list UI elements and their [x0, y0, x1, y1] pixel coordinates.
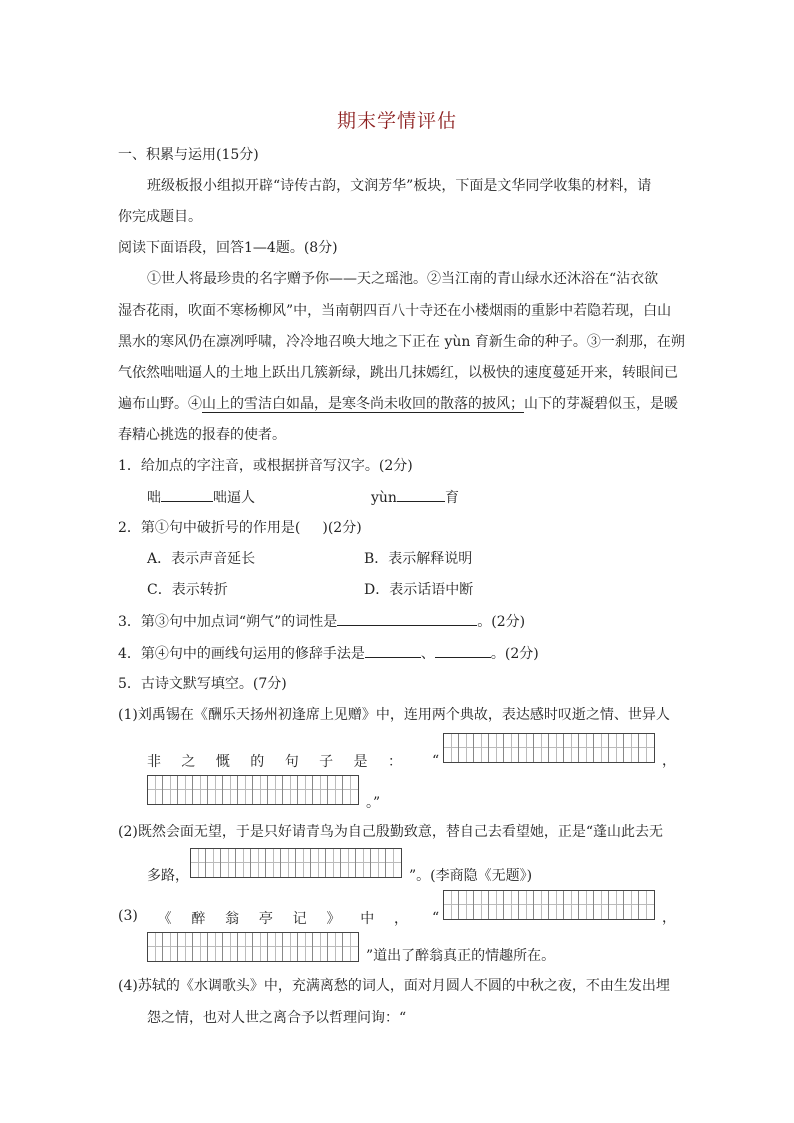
answer-grid-cell[interactable] [549, 891, 564, 919]
q4-blank-2[interactable] [435, 643, 491, 658]
passage-line-2: 湿杏花雨，吹面不寒杨柳风”中，当南朝四百八十寺还在小楼烟雨的重影中若隐若现，白山 [118, 303, 672, 319]
q5-1-char-3: 慨 [215, 754, 230, 770]
q5-4-text-2: 怨之情，也对人世之离合予以哲理问询：“ [147, 1010, 407, 1026]
q5-3-part-5: 亭 [258, 911, 273, 927]
question-3 [118, 611, 525, 632]
answer-grid-cell[interactable] [519, 891, 534, 919]
q1-a-prefix: 咄 [147, 490, 161, 506]
answer-grid-cell[interactable] [148, 933, 163, 961]
answer-grid-cell[interactable] [328, 933, 343, 961]
question-1-answer-row [147, 487, 255, 508]
section-heading: 一、积累与运用(15分) [118, 147, 259, 163]
q1-a-blank[interactable] [161, 487, 213, 502]
question-2 [118, 518, 362, 538]
answer-grid-cell[interactable] [298, 933, 313, 961]
answer-grid-cell[interactable] [459, 891, 474, 919]
q5-3-spread-text [118, 908, 408, 928]
q5-1-char-1: 非 [147, 754, 161, 770]
question-1-answer-row-b [371, 487, 459, 508]
q5-1-char-2: 之 [181, 754, 196, 770]
answer-grid-cell[interactable] [191, 849, 206, 877]
answer-grid-cell[interactable] [594, 891, 609, 919]
answer-grid-cell[interactable] [474, 891, 489, 919]
answer-grid-cell[interactable] [328, 776, 343, 804]
q5-1-text: (1)刘禹锡在《酬乐天扬州初逢席上见赠》中，连用两个典故，表达感时叹逝之情、世异人 [118, 707, 670, 723]
answer-grid-cell[interactable] [208, 933, 223, 961]
q2-suffix: )(2分) [322, 520, 362, 536]
answer-grid-cell[interactable] [268, 776, 283, 804]
q4-blank-1[interactable] [365, 643, 421, 658]
q1-a-suffix: 咄逼人 [213, 490, 255, 506]
answer-grid-cell[interactable] [549, 734, 564, 762]
q4-prefix: 4．第④句中的画线句运用的修辞手法是 [118, 646, 365, 662]
answer-grid-cell[interactable] [283, 776, 298, 804]
answer-grid-cell[interactable] [253, 776, 268, 804]
answer-grid-cell[interactable] [266, 849, 281, 877]
answer-grid-cell[interactable] [609, 891, 624, 919]
q5-1-char-6: 子 [319, 754, 334, 770]
underlined-sentence: 山上的雪洁白如晶，是寒冬尚未收回的散落的披风； [202, 396, 524, 412]
answer-grid-cell[interactable] [313, 933, 328, 961]
answer-grid-cell[interactable] [624, 734, 639, 762]
q5-3-part-6: 记 [292, 911, 307, 927]
q5-3-part-9: ， [393, 911, 408, 927]
answer-grid-cell[interactable] [148, 776, 163, 804]
q5-4-text: (4)苏轼的《水调歌头》中，充满离愁的词人，面对月圆人不圆的中秋之夜，不由生发出埋 [118, 978, 670, 994]
answer-grid-cell[interactable] [268, 933, 283, 961]
answer-grid-cell[interactable] [163, 776, 178, 804]
answer-grid-cell[interactable] [371, 849, 386, 877]
q5-3-part-3: 醉 [191, 911, 206, 927]
answer-grid-cell[interactable] [313, 776, 328, 804]
answer-grid-cell[interactable] [564, 891, 579, 919]
intro-line-1: 班级板报小组拟开辟“诗传古韵，文润芳华”板块，下面是文华同学收集的材料，请 [147, 178, 652, 194]
answer-grid-cell[interactable] [296, 849, 311, 877]
answer-grid-cell[interactable] [609, 734, 624, 762]
passage-line-5-end: 山下的芽凝碧似玉，是暖 [524, 396, 678, 412]
passage-line-1: ①世人将最珍贵的名字赠予你——天之瑶池。②当江南的青山绿水还沐浴在“沾衣欲 [147, 271, 659, 287]
q5-1-answer-grid-1[interactable] [443, 733, 655, 763]
answer-grid-cell[interactable] [311, 849, 326, 877]
q3-prefix: 3．第③句中加点词“朔气”的词性是 [118, 614, 338, 630]
q5-2-answer-grid[interactable] [190, 848, 402, 878]
answer-grid-cell[interactable] [238, 933, 253, 961]
answer-grid-cell[interactable] [489, 891, 504, 919]
intro-line-2: 你完成题目。 [118, 209, 202, 225]
q5-1-end: 。” [366, 795, 381, 811]
q2-prefix: 2．第①句中破折号的作用是( [118, 520, 301, 536]
answer-grid-cell[interactable] [193, 933, 208, 961]
answer-grid-cell[interactable] [251, 849, 266, 877]
q5-3-part-1: (3) [118, 908, 138, 924]
q5-1-char-8: ： [387, 754, 402, 770]
answer-grid-cell[interactable] [326, 849, 341, 877]
answer-grid-cell[interactable] [343, 776, 358, 804]
answer-grid-cell[interactable] [579, 891, 594, 919]
q5-3-comma: ， [662, 910, 676, 926]
answer-grid-cell[interactable] [459, 734, 474, 762]
answer-grid-cell[interactable] [639, 734, 654, 762]
answer-grid-cell[interactable] [444, 891, 459, 919]
q2-option-d: D．表示话语中断 [364, 582, 474, 598]
answer-grid-cell[interactable] [564, 734, 579, 762]
answer-grid-cell[interactable] [163, 933, 178, 961]
answer-grid-cell[interactable] [178, 776, 193, 804]
reading-prompt: 阅读下面语段，回答1—4题。(8分) [118, 240, 338, 256]
answer-grid-cell[interactable] [178, 933, 193, 961]
q5-1-char-7: 是 [353, 754, 368, 770]
answer-grid-cell[interactable] [474, 734, 489, 762]
q5-2-text: (2)既然会面无望，于是只好请青鸟为自己殷勤致意，替自己去看望她，正是“蓬山此去无 [118, 824, 663, 840]
answer-grid-cell[interactable] [624, 891, 639, 919]
answer-grid-cell[interactable] [208, 776, 223, 804]
answer-grid-cell[interactable] [206, 849, 221, 877]
q1-b-prefix: yùn [371, 490, 397, 506]
q2-option-a: A．表示声音延长 [147, 551, 256, 567]
q1-b-blank[interactable] [397, 487, 445, 502]
answer-grid-cell[interactable] [489, 734, 504, 762]
q5-3-part-7: 》 [326, 911, 341, 927]
answer-grid-cell[interactable] [504, 734, 519, 762]
answer-grid-cell[interactable] [386, 849, 401, 877]
q2-option-b: B．表示解释说明 [364, 551, 473, 567]
passage-line-3: 黑水的寒风仍在凛冽呼啸，冷冷地召唤大地之下正在 yùn 育新生命的种子。③一刹那，在朔 [118, 334, 685, 350]
q5-3-answer-grid-1[interactable] [443, 890, 655, 920]
answer-grid-cell[interactable] [579, 734, 594, 762]
answer-grid-cell[interactable] [534, 734, 549, 762]
answer-grid-cell[interactable] [594, 734, 609, 762]
answer-grid-cell[interactable] [193, 776, 208, 804]
answer-grid-cell[interactable] [223, 776, 238, 804]
answer-grid-cell[interactable] [341, 849, 356, 877]
q5-3-part-2: 《 [157, 911, 172, 927]
q4-separator: 、 [420, 646, 435, 662]
answer-grid-cell[interactable] [298, 776, 313, 804]
question-1: 1．给加点的字注音，或根据拼音写汉字。(2分) [118, 458, 413, 474]
passage-line-6: 春精心挑选的报春的使者。 [118, 427, 286, 443]
q2-option-c: C．表示转折 [147, 582, 228, 598]
question-4 [118, 643, 539, 664]
answer-grid-cell[interactable] [639, 891, 654, 919]
q5-1-answer-grid-2[interactable] [147, 775, 359, 805]
answer-grid-cell[interactable] [223, 933, 238, 961]
passage-line-5-start: 遍布山野。④ [118, 396, 202, 412]
answer-grid-cell[interactable] [504, 891, 519, 919]
q5-2-suffix: ”。(李商隐《无题》) [409, 868, 533, 884]
passage-line-5 [118, 394, 678, 414]
answer-grid-cell[interactable] [534, 891, 549, 919]
passage-line-4: 气依然咄咄逼人的土地上跃出几簇新绿，跳出几抹嫣红，以极快的速度蔓延开来，转眼间已 [118, 365, 678, 381]
q4-suffix: 。(2分) [490, 646, 539, 662]
q5-1-spread-text [147, 751, 402, 771]
q5-1-char-4: 的 [250, 754, 265, 770]
answer-grid-cell[interactable] [283, 933, 298, 961]
answer-grid-cell[interactable] [281, 849, 296, 877]
q1-b-suffix: 育 [444, 490, 459, 506]
q5-1-char-5: 句 [284, 754, 299, 770]
answer-grid-cell[interactable] [236, 849, 251, 877]
q5-2-prefix: 多路， [147, 868, 189, 884]
q3-suffix: 。(2分) [477, 614, 526, 630]
page-title: 期末学情评估 [336, 110, 457, 132]
answer-grid-cell[interactable] [253, 933, 268, 961]
answer-grid-cell[interactable] [221, 849, 236, 877]
answer-grid-cell[interactable] [356, 849, 371, 877]
q5-1-open-quote: “ [432, 753, 440, 769]
q5-3-part-4: 翁 [225, 911, 240, 927]
q5-1-comma: ， [662, 753, 676, 769]
q5-3-end: ”道出了醉翁真正的情趣所在。 [366, 948, 556, 964]
answer-grid-cell[interactable] [343, 933, 358, 961]
answer-grid-cell[interactable] [238, 776, 253, 804]
answer-grid-cell[interactable] [519, 734, 534, 762]
question-5: 5．古诗文默写填空。(7分) [118, 676, 287, 692]
q5-3-answer-grid-2[interactable] [147, 932, 359, 962]
answer-grid-cell[interactable] [444, 734, 459, 762]
q5-3-open-quote: “ [432, 910, 440, 926]
q5-3-part-8: 中 [360, 911, 375, 927]
q3-blank[interactable] [337, 611, 477, 626]
